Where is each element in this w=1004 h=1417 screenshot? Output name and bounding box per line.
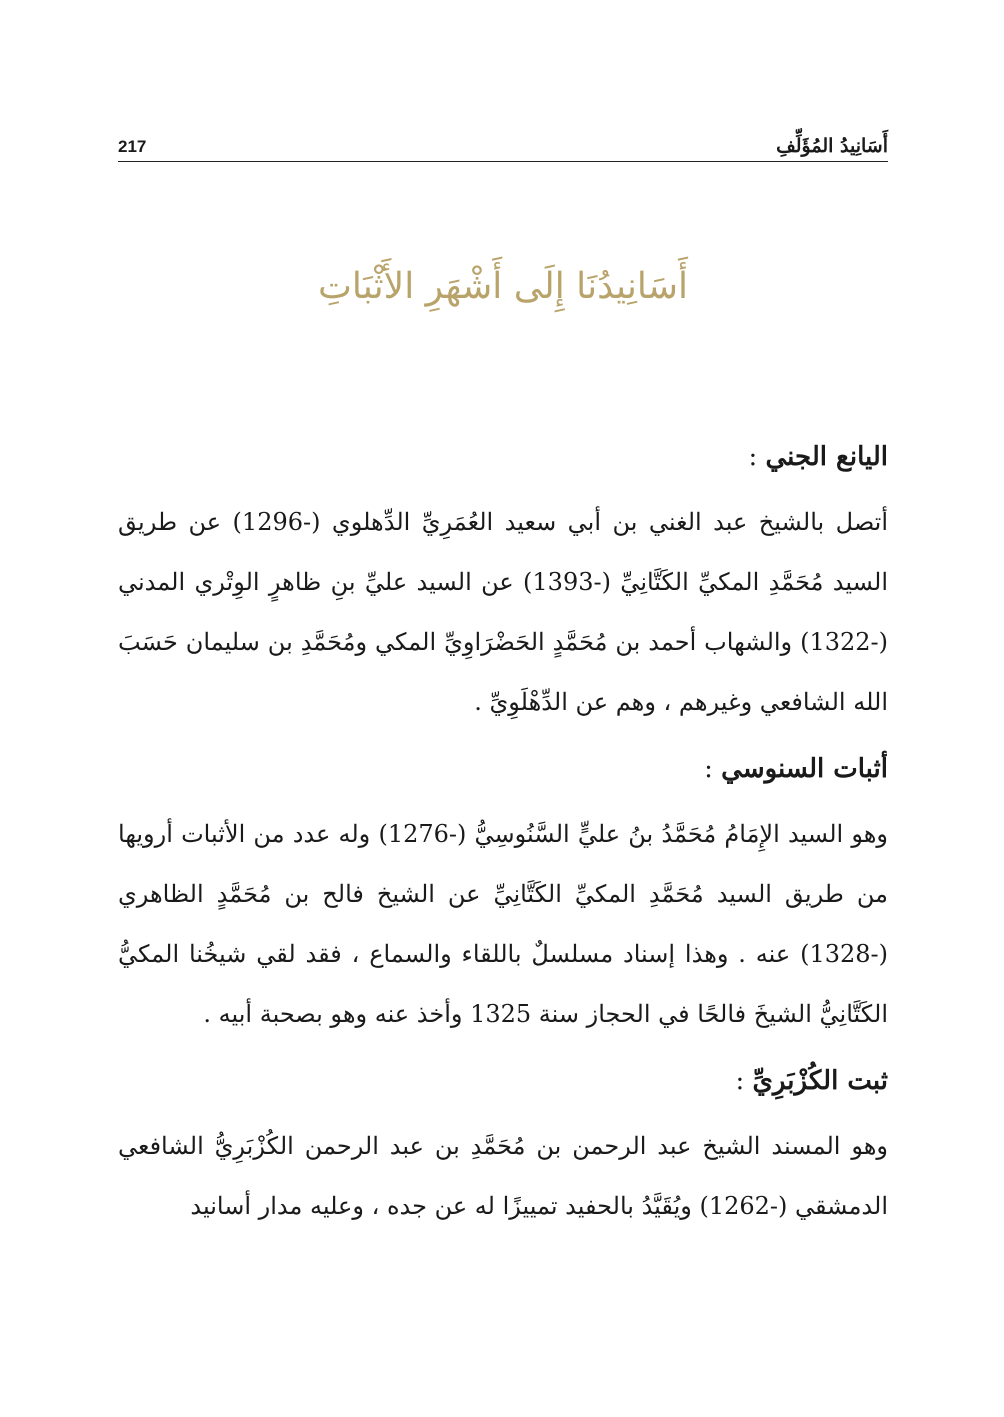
heading-text: أثبات السنوسي: [721, 754, 888, 784]
section-paragraph-sanusi: وهو السيد الإِمَامُ مُحَمَّدُ بنُ عليٍّ السَّنُوسِيُّ (-1276) وله عدد من الأثبات أرويها من طريق السيد مُحَمَّدِ المكيِّ الكَتَّانِيِّ عن الشيخ فالح بن مُحَمَّدٍ الظاهري (-1328) عنه . وهذا إسناد مسلسلٌ باللقاء والسماع ، فقد لقي شيخُنا المكيُّ الكَتَّانِيُّ الشيخَ فالحًا في الحجاز سنة 1325 وأخذ عنه وهو بصحبة أبيه .: [118, 820, 888, 1028]
running-title: أَسَانِيدُ المُؤَلِّفِ: [776, 135, 888, 157]
heading-colon: :: [735, 1066, 753, 1096]
page-header: [118, 118, 888, 162]
heading-colon: :: [704, 754, 722, 784]
section-paragraph-kuzbari: وهو المسند الشيخ عبد الرحمن بن مُحَمَّدِ بن عبد الرحمن الكُزْبَرِيُّ الشافعي الدمشقي (-1262) ويُقَيَّدُ بالحفيد تمييزًا له عن جده ، وعليه مدار أسانيد: [118, 1132, 888, 1220]
section-heading-yani: [118, 422, 888, 492]
heading-text: اليانع الجني: [765, 442, 888, 472]
section-paragraph-yani: أتصل بالشيخ عبد الغني بن أبي سعيد العُمَرِيِّ الدِّهلوي (-1296) عن طريق السيد مُحَمَّدِ المكيِّ الكَتَّانِيِّ (-1393) عن السيد عليِّ بنِ ظاهرٍ الوِتْري المدني (-1322) والشهاب أحمد بن مُحَمَّدٍ الحَضْرَاوِيِّ المكي ومُحَمَّدِ بن سليمان حَسَبَ الله الشافعي وغيرهم ، وهم عن الدِّهْلَوِيِّ .: [118, 508, 889, 716]
chapter-title: أَسَانِيدُنَا إِلَى أَشْهَرِ الأَثْبَاتِ: [317, 266, 689, 307]
page-number: 217: [118, 137, 147, 156]
body-text: [118, 422, 888, 1238]
heading-colon: :: [748, 442, 766, 472]
section-heading-sanusi: [118, 734, 888, 804]
section-heading-kuzbari: [118, 1046, 888, 1116]
heading-text: ثبت الكُزْبَرِيِّ: [752, 1066, 888, 1096]
